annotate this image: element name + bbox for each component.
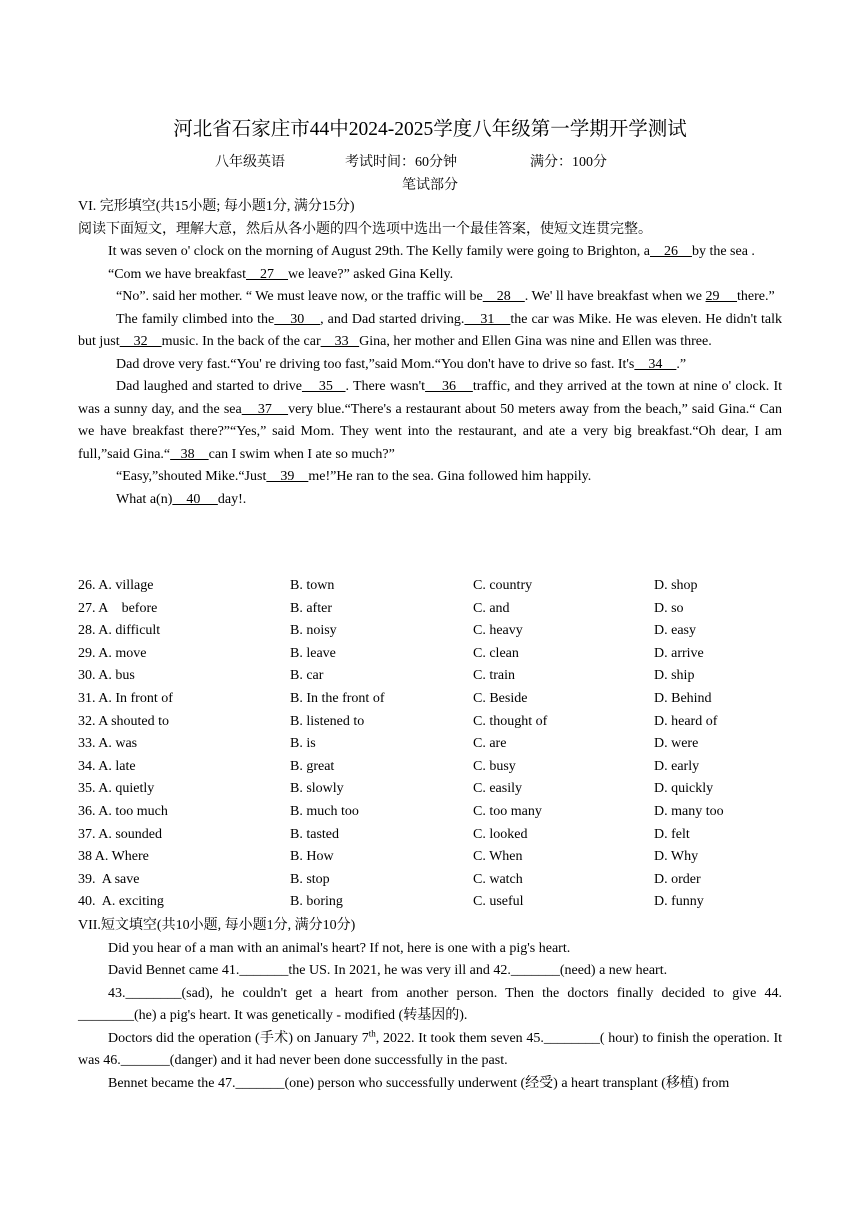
option-c: C. clean [473,645,519,661]
passage-paragraph [78,286,782,309]
passage-text: , 2022. It took them seven 45. [375,1030,544,1046]
option-c: C. heavy [473,623,523,639]
passage-paragraph [78,489,782,512]
option-a: 30. A. bus [78,668,135,684]
option-a: 27. A before [78,600,158,616]
cloze-section [78,196,782,511]
passage-text: by the sea . [691,244,755,259]
option-c: C. are [473,736,507,752]
option-b: B. stop [290,871,330,887]
fill-in-section [78,915,782,1095]
section-subtitle: 笔试部分 [402,178,458,193]
option-b: B. much too [290,803,359,819]
passage-text: Doctors did the operation (手术) on January 7 [108,1030,369,1046]
blank-46: _______ [120,1053,170,1068]
option-d: D. quickly [654,781,714,797]
option-d: D. shop [654,578,698,593]
passage-paragraph [78,1028,782,1073]
option-d: D. were [654,736,699,752]
passage-paragraph [78,309,782,354]
option-d: D. arrive [654,645,704,661]
passage-text: , and Dad started driving. [320,311,465,327]
blank-26: 26 [649,244,692,259]
blank-34: 34 [634,356,677,372]
options-list [78,578,782,917]
option-c: C. easily [473,781,522,797]
passage-text: The family climbed into the [116,311,275,327]
option-b: B. after [290,600,332,616]
option-c: C. watch [473,871,523,887]
option-c: C. looked [473,826,528,842]
blank-41: _______ [239,963,289,978]
option-a: 37. A. sounded [78,826,162,842]
exam-meta [0,151,860,171]
option-d: D. felt [654,826,690,842]
option-c: C. When [473,849,523,865]
option-b: B. is [290,736,316,752]
blank-32: 32 [119,334,162,349]
option-d: D. heard of [654,713,718,729]
passage-text: me!”He ran to the sea. Gina followed him happily. [308,469,592,484]
option-a: 34. A. late [78,758,136,774]
section-heading: VII.短文填空(共10小题, 每小题1分, 满分10分) [78,918,356,933]
section-instruction: 阅读下面短文，理解大意，然后从各小题的四个选项中选出一个最佳答案，使短文连贯完整。 [78,221,652,237]
option-b: B. slowly [290,781,344,797]
passage-text: day!. [217,491,247,507]
passage-text: music. In the back of the car [161,334,321,349]
passage-paragraph: Did you hear of a man with an animal's heart? If not, here is one with a pig's heart. [108,940,571,956]
option-row [78,691,782,714]
passage-text: traffic, and they arrived at the town at nine o' clock. It was a sunny day, and the sea [78,379,783,417]
passage-text: Gina, her mother and Ellen Gina was nine and Ellen was three. [359,334,712,349]
score-label: 满分：100分 [530,155,607,170]
passage-text: very blue.“There's a restaurant about 50 meters away from the beach,” said Gina.“ Can we have breakfast there?”“Yes,” said Mom. They went into the restaurant, and ate a very big breakfast.“Oh dear, I am full,”said Gina.“ [78,401,783,462]
option-d: D. so [654,600,684,616]
option-c: C. train [473,668,515,684]
option-row [78,849,782,872]
option-c: C. Beside [473,690,528,706]
blank-43: ________ [125,985,182,1001]
option-row [78,804,782,827]
blank-36: 36 [425,379,473,394]
option-b: B. car [290,668,324,684]
subject-label: 八年级英语 [215,155,285,170]
option-c: C. country [473,578,533,593]
passage-text: ( hour) to finish the operation. It was 46. [78,1030,782,1068]
passage-text: the US. In 2021, he was very ill and 42. [288,963,511,978]
option-row [78,668,782,691]
option-a: 31. A. In front of [78,690,173,706]
blank-27: 27 [246,266,288,282]
passage-text: . There wasn't [345,379,426,394]
option-a: 26. A. village [78,578,154,593]
blank-44: ________ [78,1008,134,1023]
passage-text: 43. [108,985,126,1001]
passage-paragraph [78,960,782,983]
passage-text: “No”. said her mother. “ We must leave now, or the traffic will be [116,289,483,304]
option-c: C. and [473,600,510,616]
option-a: 32. A shouted to [78,713,170,729]
option-row [78,827,782,850]
option-row [78,872,782,895]
passage-text: (one) person who successfully underwent (经受) a heart transplant (移植) from [284,1075,730,1091]
blank-31: 31 [464,311,511,327]
option-row [78,714,782,737]
option-row [78,894,782,917]
option-b: B. How [290,849,334,865]
superscript-th: th [368,1027,376,1038]
option-row [78,736,782,759]
option-a: 40. A. exciting [78,894,164,910]
passage-text: there.” [737,289,775,304]
option-b: B. In the front of [290,690,385,706]
blank-47: _______ [235,1075,285,1091]
blank-37: 37 [241,401,289,417]
option-c: C. thought of [473,713,548,729]
passage-paragraph [78,376,782,466]
option-b: B. tasted [290,826,339,842]
passage-text: Dad laughed and started to drive [116,379,302,394]
option-b: B. town [290,578,335,593]
option-row [78,646,782,669]
passage-paragraph [78,264,782,287]
passage-text: . We' ll have breakfast when we [524,289,706,304]
passage-paragraph [78,466,782,489]
option-a: 33. A. was [78,736,138,752]
blank-45: ________ [543,1030,600,1046]
passage-text: “Com we have breakfast [108,266,246,282]
passage-text: Dad drove very fast.“You' re driving too fast,”said Mom.“You don't have to drive so fast. It's [116,356,635,372]
blank-33: 33 [320,334,360,349]
passage-text: What a(n) [116,491,173,507]
blank-39: 39 [266,469,309,484]
option-a: 39. A save [78,871,140,887]
blank-38: 38 [170,446,209,462]
passage-paragraph [78,241,782,264]
option-row [78,601,782,624]
option-a: 35. A. quietly [78,781,155,797]
option-a: 38 A. Where [78,849,149,865]
option-c: C. busy [473,758,516,774]
option-d: D. Why [654,849,699,865]
passage-text: we leave?” asked Gina Kelly. [288,266,454,282]
blank-29: 29 [705,289,738,304]
option-c: C. too many [473,803,542,819]
option-a: 28. A. difficult [78,623,161,639]
option-a: 29. A. move [78,645,147,661]
passage-text: David Bennet came 41. [108,963,240,978]
option-b: B. listened to [290,713,365,729]
passage-text: (need) a new heart. [559,963,668,978]
option-b: B. great [290,758,335,774]
blank-40: 40 [172,491,218,507]
passage-paragraph [78,1073,782,1096]
passage-text: (he) a pig's heart. It was genetically - modified (转基因的). [134,1008,468,1023]
option-d: D. easy [654,623,696,639]
option-b: B. boring [290,894,343,910]
option-a: 36. A. too much [78,803,168,819]
passage-text: .” [676,356,687,372]
passage-text: It was seven o' clock on the morning of August 29th. The Kelly family were going to Brighton, a [108,244,650,259]
option-d: D. early [654,758,700,774]
blank-28: 28 [482,289,525,304]
blank-42: _______ [510,963,560,978]
option-d: D. ship [654,668,695,684]
passage-text: “Easy,”shouted Mike.“Just [116,469,267,484]
option-row [78,759,782,782]
passage-text: the car was Mike. He was eleven. He didn't talk but just [78,311,783,349]
option-row [78,623,782,646]
option-d: D. funny [654,894,704,910]
passage-text: (sad), he couldn't get a heart from another person. Then the doctors finally decided to give 44. [181,985,782,1001]
passage-paragraph [78,354,782,377]
page-title: 河北省石家庄市44中2024-2025学度八年级第一学期开学测试 [173,119,687,140]
passage-text: Bennet became the 47. [108,1075,236,1091]
option-d: D. Behind [654,690,712,706]
option-row [78,781,782,804]
time-label: 考试时间：60分钟 [345,155,457,170]
option-b: B. leave [290,645,336,661]
blank-35: 35 [301,379,346,394]
blank-30: 30 [274,311,321,327]
option-c: C. useful [473,894,524,910]
passage-paragraph [78,983,782,1028]
option-d: D. order [654,871,701,887]
passage-text: (danger) and it had never been done successfully in the past. [169,1053,508,1068]
option-b: B. noisy [290,623,337,639]
option-row [78,578,782,601]
passage-text: can I swim when I ate so much?” [208,446,395,462]
section-heading: VI. 完形填空(共15小题; 每小题1分, 满分15分) [78,199,355,214]
option-d: D. many too [654,803,724,819]
